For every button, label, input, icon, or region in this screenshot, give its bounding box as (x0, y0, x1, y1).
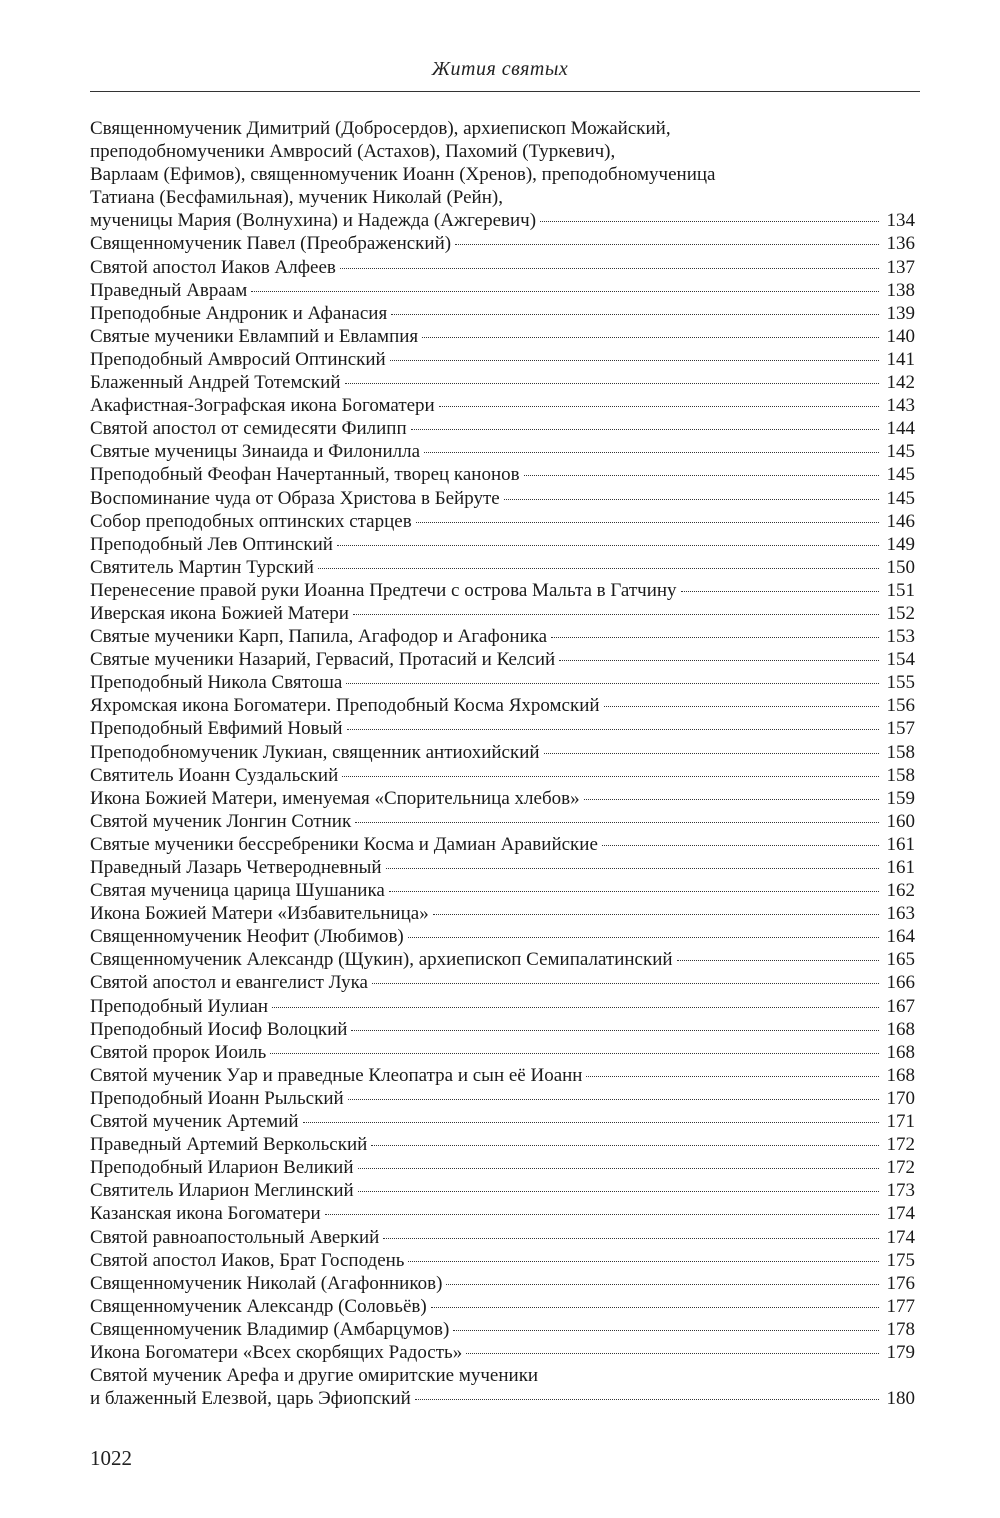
toc-entry-title: Преподобный Лев Оптинский (90, 533, 333, 555)
toc-entry-line (90, 671, 915, 694)
toc-entry-line (90, 117, 915, 140)
toc-entry-title: Святой равноапостольный Аверкий (90, 1226, 380, 1248)
dot-leader (416, 522, 879, 523)
toc-entry (90, 1110, 915, 1133)
toc-entry-line (90, 1064, 915, 1087)
toc-entry (90, 902, 915, 925)
dot-leader (415, 1399, 879, 1400)
dot-leader (408, 1261, 879, 1262)
toc-entry (90, 579, 915, 602)
toc-entry-title: Воспоминание чуда от Образа Христова в Бейруте (90, 487, 500, 509)
toc-entry-line (90, 602, 915, 625)
toc-entry-title: Священномученик Александр (Соловьёв) (90, 1295, 427, 1317)
dot-leader (347, 729, 879, 730)
toc-page-number: 139 (886, 302, 915, 324)
dot-leader (372, 983, 879, 984)
toc-page-number: 153 (886, 626, 915, 648)
toc-entry-line (90, 440, 915, 463)
toc-entry-title: Святитель Иоанн Суздальский (90, 764, 339, 786)
toc-entry-line (90, 764, 915, 787)
dot-leader (439, 406, 879, 407)
toc-entry (90, 533, 915, 556)
toc-entry-title: Святые мученики Карп, Папила, Агафодор и Агафоника (90, 626, 548, 648)
toc-entry-line (90, 856, 915, 879)
toc-entry-line (90, 163, 915, 186)
toc-entry (90, 1041, 915, 1064)
toc-page-number: 172 (886, 1134, 915, 1156)
toc-page-number: 178 (886, 1318, 915, 1340)
dot-leader (524, 475, 879, 476)
dot-leader (355, 822, 879, 823)
toc-entry (90, 1295, 915, 1318)
dot-leader (453, 1330, 879, 1331)
toc-entry-line (90, 1156, 915, 1179)
toc-page-number: 161 (886, 833, 915, 855)
toc-entry (90, 394, 915, 417)
toc-entry (90, 741, 915, 764)
toc-entry-title: Святые мученики бессребреники Косма и Дамиан Аравийские (90, 833, 598, 855)
toc-entry (90, 302, 915, 325)
toc-entry (90, 487, 915, 510)
toc-entry-line (90, 1364, 915, 1387)
toc-entry-line (90, 1110, 915, 1133)
toc-entry (90, 671, 915, 694)
toc-entry-line (90, 1202, 915, 1225)
toc-page-number: 137 (886, 256, 915, 278)
dot-leader (433, 914, 879, 915)
toc-entry-title: Преподобные Андроник и Афанасия (90, 302, 388, 324)
toc-entry-line (90, 902, 915, 925)
toc-entry-title: Святой мученик Артемий (90, 1111, 299, 1133)
toc-entry (90, 879, 915, 902)
page-number: 1022 (90, 1446, 132, 1470)
toc-entry-line (90, 1179, 915, 1202)
toc-page-number: 136 (886, 233, 915, 255)
toc-entry (90, 602, 915, 625)
toc-page-number: 142 (886, 372, 915, 394)
toc-entry (90, 325, 915, 348)
toc-page-number: 145 (886, 441, 915, 463)
toc-entry (90, 787, 915, 810)
toc-entry (90, 648, 915, 671)
toc-page-number: 157 (886, 718, 915, 740)
toc-entry-line (90, 1018, 915, 1041)
toc-page-number: 143 (886, 395, 915, 417)
toc-entry-line (90, 1133, 915, 1156)
toc-entry-line (90, 879, 915, 902)
dot-leader (390, 360, 879, 361)
dot-leader (604, 706, 879, 707)
dot-leader (431, 1307, 879, 1308)
toc-page-number: 166 (886, 972, 915, 994)
toc-entry-title: Преподобный Амвросий Оптинский (90, 348, 386, 370)
dot-leader (551, 637, 879, 638)
toc-entry (90, 625, 915, 648)
toc-page-number: 170 (886, 1087, 915, 1109)
toc-entry (90, 1226, 915, 1249)
toc-entry (90, 279, 915, 302)
toc-entry-line (90, 1295, 915, 1318)
toc-entry-line (90, 394, 915, 417)
toc-page-number: 161 (886, 857, 915, 878)
table-of-contents (90, 117, 915, 1410)
toc-entry-line (90, 971, 915, 994)
dot-leader (270, 1053, 879, 1054)
toc-page-number: 146 (886, 510, 915, 532)
toc-entry-title: Преподобный Иоанн Рыльский (90, 1087, 344, 1109)
toc-entry-title: Святой мученик Уар и праведные Клеопатра и сын её Иоанн (90, 1064, 583, 1086)
toc-entry-line (90, 463, 915, 486)
toc-entry-title: Праведный Артемий Веркольский (90, 1134, 368, 1156)
toc-entry (90, 1202, 915, 1225)
dot-leader (251, 291, 879, 292)
toc-page-number: 145 (886, 487, 915, 509)
dot-leader (504, 499, 879, 500)
dot-leader (358, 1168, 879, 1169)
toc-entry (90, 833, 915, 856)
toc-page-number: 180 (886, 1388, 915, 1410)
toc-entry-line (90, 510, 915, 533)
toc-entry-title: Святой мученик Лонгин Сотник (90, 810, 352, 832)
toc-page-number: 174 (886, 1226, 915, 1248)
toc-entry (90, 510, 915, 533)
toc-page-number: 149 (886, 533, 915, 555)
dot-leader (383, 1238, 879, 1239)
toc-entry-title: Святые мученицы Зинаида и Филонилла (90, 441, 421, 463)
toc-page-number: 172 (886, 1157, 915, 1179)
toc-entry-title: Святой пророк Иоиль (90, 1041, 267, 1063)
toc-page-number: 167 (886, 995, 915, 1017)
dot-leader (466, 1353, 879, 1354)
dot-leader (681, 591, 879, 592)
dot-leader (677, 960, 879, 961)
toc-entry-title: Святая мученица царица Шушаника (90, 880, 385, 902)
header-divider (90, 91, 920, 92)
toc-page-number: 162 (886, 880, 915, 902)
toc-entry-title: Икона Божией Матери, именуемая «Спорительница хлебов» (90, 787, 580, 809)
toc-page-number: 134 (886, 210, 915, 232)
dot-leader (325, 1214, 879, 1215)
toc-entry (90, 440, 915, 463)
toc-entry-line (90, 487, 915, 510)
toc-entry-line (90, 302, 915, 325)
toc-entry-title: Собор преподобных оптинских старцев (90, 510, 412, 532)
dot-leader (358, 1191, 879, 1192)
dot-leader (411, 429, 879, 430)
toc-page-number: 145 (886, 464, 915, 486)
toc-entry-title: Преподобный Иулиан (90, 995, 269, 1017)
toc-entry-title: Святой мученик Арефа и другие омиритские мученики (90, 1365, 539, 1387)
dot-leader (351, 1030, 879, 1031)
toc-entry (90, 117, 915, 232)
toc-entry-title: Перенесение правой руки Иоанна Предтечи с острова Мальта в Гатчину (90, 579, 677, 601)
toc-entry-title: и блаженный Елезвой, царь Эфиопский (90, 1388, 411, 1410)
toc-page-number: 171 (886, 1111, 915, 1133)
toc-page-number: 140 (886, 325, 915, 347)
toc-entry-line (90, 1341, 915, 1364)
toc-entry (90, 1179, 915, 1202)
toc-entry-line (90, 140, 915, 163)
toc-entry-line (90, 833, 915, 856)
toc-entry (90, 1341, 915, 1364)
toc-page-number: 160 (886, 810, 915, 832)
toc-entry (90, 764, 915, 787)
toc-entry-line (90, 694, 915, 717)
toc-entry-title: Священномученик Александр (Щукин), архиепископ Семипалатинский (90, 949, 673, 971)
toc-page-number: 168 (886, 1064, 915, 1086)
toc-entry (90, 810, 915, 833)
toc-entry-title: Преподобный Иларион Великий (90, 1157, 354, 1179)
toc-entry-title: Блаженный Андрей Тотемский (90, 372, 341, 394)
toc-page-number: 141 (886, 348, 915, 370)
toc-page-number: 159 (886, 787, 915, 809)
toc-entry-line (90, 1249, 915, 1272)
dot-leader (446, 1284, 879, 1285)
dot-leader (303, 1122, 880, 1123)
toc-entry-line (90, 741, 915, 764)
toc-entry (90, 1272, 915, 1295)
toc-entry-title: Святой апостол Иаков, Брат Господень (90, 1249, 405, 1271)
toc-page-number: 151 (886, 579, 915, 601)
toc-page-number: 164 (886, 926, 915, 948)
toc-page-number: 138 (886, 279, 915, 301)
dot-leader (345, 383, 880, 384)
toc-entry-line (90, 810, 915, 833)
dot-leader (408, 937, 879, 938)
toc-entry (90, 1087, 915, 1110)
toc-entry-title: Праведный Авраам (90, 279, 248, 301)
toc-entry (90, 971, 915, 994)
toc-entry-title: Преподобный Иосиф Волоцкий (90, 1018, 348, 1040)
running-header-title: Жития святых (431, 58, 569, 80)
toc-entry-line (90, 625, 915, 648)
toc-entry-line (90, 533, 915, 556)
dot-leader (318, 568, 879, 569)
toc-page-number: 177 (886, 1295, 915, 1317)
dot-leader (337, 545, 879, 546)
dot-leader (386, 868, 879, 869)
toc-entry-line (90, 186, 915, 209)
toc-entry (90, 256, 915, 279)
toc-entry (90, 371, 915, 394)
dot-leader (348, 1099, 879, 1100)
toc-entry-title: Праведный Лазарь Четверодневный (90, 857, 382, 878)
dot-leader (559, 660, 879, 661)
toc-page-number: 168 (886, 1041, 915, 1063)
toc-page-number: 179 (886, 1341, 915, 1363)
toc-entry-title: Татиана (Бесфамильная), мученик Николай (Рейн), (90, 187, 503, 209)
dot-leader (340, 268, 879, 269)
toc-entry-title: Акафистная-Зографская икона Богоматери (90, 395, 435, 417)
dot-leader (540, 221, 879, 222)
dot-leader (544, 753, 879, 754)
toc-entry-line (90, 1272, 915, 1295)
toc-entry-title: Варлаам (Ефимов), священномученик Иоанн (Хренов), преподобномученица (90, 164, 716, 186)
dot-leader (602, 845, 879, 846)
toc-page-number: 154 (886, 649, 915, 671)
toc-entry (90, 1364, 915, 1410)
toc-page-number: 175 (886, 1249, 915, 1271)
toc-page-number: 176 (886, 1272, 915, 1294)
toc-entry-line (90, 717, 915, 740)
toc-entry-line (90, 995, 915, 1018)
dot-leader (353, 614, 879, 615)
toc-entry-line (90, 325, 915, 348)
toc-entry-title: Священномученик Димитрий (Добросердов), архиепископ Можайский, (90, 118, 671, 139)
toc-entry-title: Святой апостол и евангелист Лука (90, 972, 368, 994)
toc-page-number: 168 (886, 1018, 915, 1040)
toc-entry (90, 856, 915, 879)
toc-entry-title: Священномученик Николай (Агафонников) (90, 1272, 443, 1294)
toc-entry-title: преподобномученики Амвросий (Астахов), Пахомий (Туркевич), (90, 141, 616, 163)
toc-page-number: 174 (886, 1203, 915, 1225)
toc-entry (90, 463, 915, 486)
toc-entry (90, 1064, 915, 1087)
dot-leader (584, 799, 879, 800)
dot-leader (272, 1007, 879, 1008)
toc-page-number: 150 (886, 556, 915, 578)
toc-entry-line (90, 1041, 915, 1064)
toc-entry-line (90, 1087, 915, 1110)
toc-page-number: 144 (886, 418, 915, 440)
dot-leader (342, 776, 879, 777)
toc-page-number: 173 (886, 1180, 915, 1202)
toc-entry-title: Священномученик Павел (Преображенский) (90, 233, 452, 255)
toc-entry-title: Священномученик Владимир (Амбарцумов) (90, 1318, 450, 1340)
toc-entry-line (90, 579, 915, 602)
dot-leader (422, 337, 879, 338)
toc-entry-title: Икона Богоматери «Всех скорбящих Радость» (90, 1341, 463, 1363)
dot-leader (424, 452, 879, 453)
toc-entry-line (90, 279, 915, 302)
toc-entry-title: Святитель Мартин Турский (90, 556, 314, 578)
toc-entry-line (90, 256, 915, 279)
toc-entry (90, 717, 915, 740)
toc-entry-line (90, 371, 915, 394)
toc-page-number: 158 (886, 764, 915, 786)
toc-entry-line (90, 1387, 915, 1410)
toc-entry (90, 1249, 915, 1272)
toc-entry-title: Преподобный Никола Святоша (90, 672, 343, 694)
toc-page-number: 163 (886, 903, 915, 925)
toc-entry (90, 925, 915, 948)
toc-page-number: 165 (886, 949, 915, 971)
toc-page-number: 158 (886, 741, 915, 763)
toc-entry-line (90, 348, 915, 371)
toc-entry-title: Преподобный Евфимий Новый (90, 718, 343, 740)
toc-entry-line (90, 648, 915, 671)
toc-entry (90, 694, 915, 717)
toc-entry-title: Преподобномученик Лукиан, священник антиохийский (90, 741, 540, 763)
toc-page-number: 152 (886, 602, 915, 624)
toc-entry-title: Святые мученики Евлампий и Евлампия (90, 325, 419, 347)
toc-entry-line (90, 232, 915, 255)
toc-entry (90, 1318, 915, 1341)
toc-entry-line (90, 787, 915, 810)
toc-entry-title: мученицы Мария (Волнухина) и Надежда (Ажгеревич) (90, 210, 537, 232)
toc-entry-title: Казанская икона Богоматери (90, 1203, 321, 1225)
toc-entry (90, 995, 915, 1018)
toc-entry (90, 556, 915, 579)
toc-entry (90, 417, 915, 440)
toc-entry (90, 1156, 915, 1179)
toc-entry-line (90, 1318, 915, 1341)
toc-entry-title: Яхромская икона Богоматери. Преподобный Косма Яхромский (90, 695, 600, 717)
toc-entry-title: Святой апостол от семидесяти Филипп (90, 418, 407, 440)
toc-entry-line (90, 1226, 915, 1249)
toc-entry-title: Преподобный Феофан Начертанный, творец канонов (90, 464, 520, 486)
dot-leader (586, 1076, 879, 1077)
toc-entry-line (90, 209, 915, 232)
toc-entry-title: Икона Божией Матери «Избавительница» (90, 903, 429, 925)
dot-leader (346, 683, 879, 684)
toc-page-number: 156 (886, 695, 915, 717)
dot-leader (389, 891, 879, 892)
toc-entry (90, 1133, 915, 1156)
dot-leader (371, 1145, 879, 1146)
dot-leader (455, 244, 879, 245)
toc-entry (90, 348, 915, 371)
toc-entry-line (90, 556, 915, 579)
toc-entry-line (90, 417, 915, 440)
toc-entry-title: Святой апостол Иаков Алфеев (90, 256, 336, 278)
toc-entry-title: Иверская икона Божией Матери (90, 602, 349, 624)
toc-entry (90, 948, 915, 971)
toc-entry (90, 232, 915, 255)
toc-entry-line (90, 948, 915, 971)
toc-entry-title: Священномученик Неофит (Любимов) (90, 926, 404, 948)
toc-page-number: 155 (886, 672, 915, 694)
toc-entry (90, 1018, 915, 1041)
toc-entry-title: Святые мученики Назарий, Гервасий, Протасий и Келсий (90, 649, 556, 671)
toc-entry-line (90, 925, 915, 948)
dot-leader (391, 314, 879, 315)
toc-entry-title: Святитель Иларион Меглинский (90, 1180, 354, 1202)
